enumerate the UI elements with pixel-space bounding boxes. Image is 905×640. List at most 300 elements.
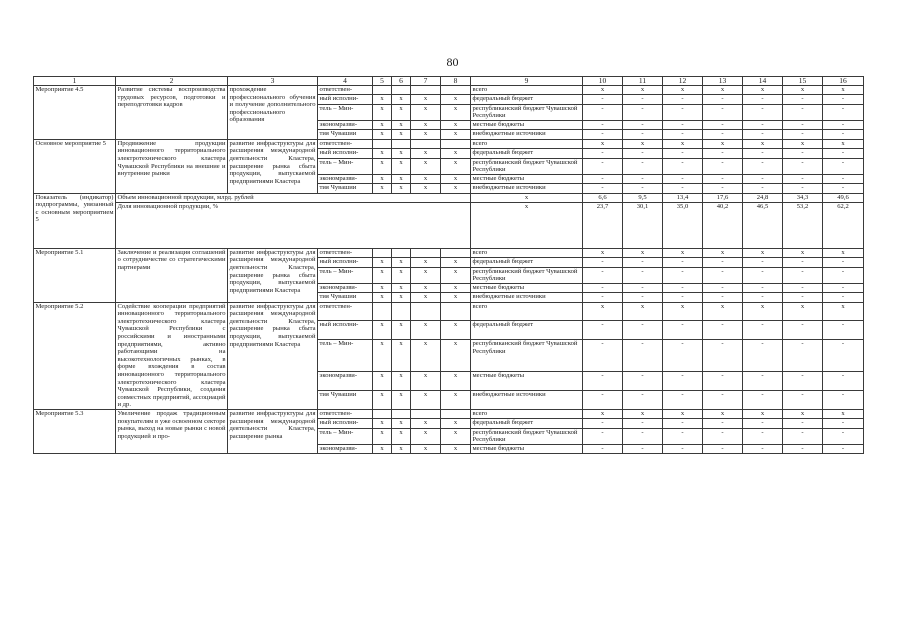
value-cell: x [663,302,703,321]
value-cell: - [783,120,823,129]
value-cell: - [783,444,823,453]
code-cell: x [411,149,441,158]
code-cell: x [392,158,411,174]
measure-goal: прохождение профессионального обучения и получение дополнительного профессионального образования [228,86,318,140]
measure-name: Мероприятие 4.5 [34,86,116,140]
indicator-value: 35,0 [663,202,703,248]
value-cell: - [703,321,743,340]
value-cell: x [703,302,743,321]
executor-text: тия Чувашии [318,184,373,193]
value-cell: - [743,267,783,283]
code-cell: x [392,258,411,267]
value-cell: - [743,321,783,340]
value-cell: - [623,428,663,444]
value-cell: - [823,158,864,174]
value-cell: - [823,372,864,391]
value-cell: - [823,184,864,193]
executor-text: экономразви- [318,372,373,391]
column-header: 11 [623,77,663,86]
value-cell: - [663,267,703,283]
code-cell: x [373,104,392,120]
table-row [34,248,864,257]
value-cell: - [783,95,823,104]
funding-source: всего [471,409,583,418]
value-cell: x [783,86,823,95]
value-cell: - [703,174,743,183]
code-cell: x [441,104,471,120]
value-cell: - [663,283,703,292]
column-header: 1 [34,77,116,86]
code-cell: x [373,158,392,174]
funding-source: местные бюджеты [471,120,583,129]
table-row [34,86,864,95]
value-cell: x [583,302,623,321]
value-cell: x [783,139,823,148]
code-cell: x [373,120,392,129]
value-cell: x [583,139,623,148]
code-cell: x [441,120,471,129]
code-cell: x [441,130,471,139]
indicator-value: 34,3 [783,193,823,202]
value-cell: - [583,174,623,183]
column-header: 2 [116,77,228,86]
code-cell [441,86,471,95]
value-cell: - [783,391,823,410]
value-cell: - [583,372,623,391]
executor-text: ный исполни- [318,321,373,340]
code-cell [411,248,441,257]
code-cell: x [392,428,411,444]
value-cell: - [823,104,864,120]
value-cell: - [783,158,823,174]
code-cell: x [392,95,411,104]
code-cell: x [392,391,411,410]
value-cell: - [703,444,743,453]
measure-description: Заключение и реализация соглашений о сотрудничестве со стратегическими партнерами [116,248,228,302]
funding-source: всего [471,302,583,321]
value-cell: - [623,95,663,104]
code-cell: x [373,391,392,410]
code-cell: x [441,174,471,183]
value-cell: - [823,321,864,340]
indicator-row [34,202,864,248]
executor-text: тель – Мин- [318,267,373,283]
value-cell: - [623,120,663,129]
indicator-value: 13,4 [663,193,703,202]
indicator-label: Показатель (индикатор) подпрограммы, увязанный с основным мероприятием 5 [34,193,116,248]
executor-text: экономразви- [318,120,373,129]
value-cell: - [743,130,783,139]
value-cell: x [623,139,663,148]
value-cell: - [743,258,783,267]
executor-text: тия Чувашии [318,391,373,410]
value-cell: - [783,258,823,267]
funding-source: федеральный бюджет [471,419,583,428]
value-cell: - [823,340,864,372]
code-cell [411,409,441,418]
value-cell: - [783,293,823,302]
executor-text: экономразви- [318,444,373,453]
executor-text: экономразви- [318,174,373,183]
value-cell: - [663,428,703,444]
measure-description: Развитие системы воспроизводства трудовых ресурсов, подготовки и переподготовки кадров [116,86,228,140]
value-cell: x [703,86,743,95]
code-cell: x [441,184,471,193]
code-cell [373,139,392,148]
code-cell: x [392,120,411,129]
value-cell: - [623,184,663,193]
value-cell: - [663,104,703,120]
funding-source: местные бюджеты [471,283,583,292]
value-cell: - [583,391,623,410]
value-cell: - [823,95,864,104]
column-header: 4 [318,77,373,86]
value-cell: - [703,149,743,158]
value-cell: x [783,409,823,418]
value-cell: - [583,158,623,174]
indicator-name: Объем инновационной продукции, млрд. рублей [116,193,471,202]
code-cell: x [441,372,471,391]
value-cell: - [823,419,864,428]
value-cell: - [743,104,783,120]
code-cell: x [411,321,441,340]
code-cell [373,248,392,257]
column-header: 10 [583,77,623,86]
code-cell: x [411,372,441,391]
code-cell: x [373,428,392,444]
value-cell: - [823,120,864,129]
code-cell: x [373,130,392,139]
value-cell: - [783,267,823,283]
funding-source: местные бюджеты [471,174,583,183]
value-cell: x [743,248,783,257]
page-number: 80 [446,55,459,69]
code-cell: x [392,130,411,139]
code-cell: x [411,184,441,193]
funding-source: республиканский бюджет Чувашской Республики [471,158,583,174]
code-cell [373,86,392,95]
column-header: 9 [471,77,583,86]
value-cell: - [703,104,743,120]
code-cell [392,409,411,418]
value-cell: - [623,444,663,453]
column-header: 14 [743,77,783,86]
code-cell: x [373,293,392,302]
value-cell: - [743,120,783,129]
value-cell: - [823,267,864,283]
value-cell: - [783,283,823,292]
value-cell: - [703,419,743,428]
indicator-value: 17,6 [703,193,743,202]
executor-text: тия Чувашии [318,130,373,139]
executor-text: тель – Мин- [318,428,373,444]
column-header: 15 [783,77,823,86]
value-cell: x [743,302,783,321]
code-cell [392,302,411,321]
value-cell: - [783,184,823,193]
measure-description: Увеличение продаж традиционным покупателям в уже освоенном секторе рынка, выход на новые рынки с новой продукцией и про- [116,409,228,453]
value-cell: - [743,293,783,302]
funding-source: республиканский бюджет Чувашской Республики [471,267,583,283]
measure-name: Мероприятие 5.3 [34,409,116,453]
value-cell: - [823,130,864,139]
code-cell: x [441,444,471,453]
value-cell: - [583,419,623,428]
code-cell [411,302,441,321]
code-cell: x [441,258,471,267]
value-cell: - [583,184,623,193]
code-cell: x [441,283,471,292]
code-cell: x [441,293,471,302]
code-cell: x [411,258,441,267]
funding-source: внебюджетные источники [471,293,583,302]
funding-source: местные бюджеты [471,372,583,391]
value-cell: - [703,130,743,139]
value-cell: - [663,149,703,158]
code-cell: x [411,419,441,428]
code-cell: x [441,95,471,104]
value-cell: x [583,86,623,95]
code-cell [411,86,441,95]
code-cell: x [373,95,392,104]
indicator-marker: x [471,193,583,202]
funding-source: внебюджетные источники [471,184,583,193]
value-cell: x [743,86,783,95]
funding-source: республиканский бюджет Чувашской Республики [471,428,583,444]
value-cell: - [583,104,623,120]
code-cell: x [441,428,471,444]
funding-source: всего [471,86,583,95]
value-cell: - [743,158,783,174]
executor-text: тель – Мин- [318,158,373,174]
value-cell: x [823,139,864,148]
value-cell: x [623,248,663,257]
executor-text: тия Чувашии [318,293,373,302]
column-header: 3 [228,77,318,86]
funding-source: федеральный бюджет [471,149,583,158]
code-cell: x [411,444,441,453]
code-cell [441,302,471,321]
code-cell: x [373,372,392,391]
value-cell: - [743,283,783,292]
value-cell: - [783,149,823,158]
executor-text: ответствен- [318,302,373,321]
value-cell: - [663,95,703,104]
code-cell: x [411,130,441,139]
value-cell: - [623,372,663,391]
indicator-value: 62,2 [823,202,864,248]
value-cell: - [823,391,864,410]
code-cell: x [373,184,392,193]
code-cell: x [411,283,441,292]
code-cell: x [411,293,441,302]
value-cell: - [623,391,663,410]
code-cell: x [392,372,411,391]
code-cell: x [373,174,392,183]
funding-source: внебюджетные источники [471,391,583,410]
value-cell: - [743,340,783,372]
code-cell: x [373,321,392,340]
funding-source: всего [471,139,583,148]
funding-source: республиканский бюджет Чувашской Республики [471,104,583,120]
code-cell: x [411,428,441,444]
code-cell [392,139,411,148]
column-header: 5 [373,77,392,86]
code-cell [441,248,471,257]
code-cell: x [373,149,392,158]
value-cell: - [663,444,703,453]
value-cell: x [823,86,864,95]
code-cell: x [392,267,411,283]
header-row [34,77,864,86]
code-cell: x [441,391,471,410]
value-cell: - [823,258,864,267]
value-cell: - [583,293,623,302]
code-cell [411,139,441,148]
value-cell: - [743,391,783,410]
value-cell: - [783,130,823,139]
value-cell: - [623,340,663,372]
code-cell [392,248,411,257]
value-cell: - [623,149,663,158]
executor-text: ный исполни- [318,419,373,428]
code-cell: x [411,267,441,283]
value-cell: x [663,248,703,257]
code-cell: x [392,340,411,372]
code-cell: x [392,444,411,453]
value-cell: - [743,174,783,183]
code-cell: x [441,340,471,372]
indicator-value: 23,7 [583,202,623,248]
executor-text: ответствен- [318,248,373,257]
value-cell: - [583,283,623,292]
value-cell: - [583,444,623,453]
value-cell: - [663,158,703,174]
code-cell [441,409,471,418]
value-cell: - [663,174,703,183]
value-cell: x [583,409,623,418]
value-cell: x [663,139,703,148]
value-cell: x [623,86,663,95]
value-cell: - [663,372,703,391]
executor-text: ный исполни- [318,258,373,267]
column-header: 16 [823,77,864,86]
value-cell: - [823,149,864,158]
value-cell: - [703,120,743,129]
value-cell: - [623,130,663,139]
measure-description: Содействие кооперации предприятий инновационного территориального электротехнического кластера Чувашской Республики с российскими и иностранными предприятиями, активно работающими на высокотехнологичных рынках, в форме вхождения в состав инновационного территориального электротехнического кластера Чувашской Республики, создания совместных предприятий, ассоциаций и др. [117,302,226,409]
measure-goal: развитие инфраструктуры для расширения международной деятельности Кластера, расширение рынка сбыта продукции, выпускаемой предприятиями Кластера [228,139,318,193]
code-cell [373,409,392,418]
executor-text: тель – Мин- [318,340,373,372]
measure-goal: развитие инфраструктуры для расширения международной деятельности Кластера, расширение рынка сбыта продукции, выпускаемой предприятиями Кластера [228,248,318,302]
code-cell: x [392,104,411,120]
funding-source: федеральный бюджет [471,321,583,340]
code-cell: x [411,174,441,183]
value-cell: x [743,139,783,148]
executor-text: экономразви- [318,283,373,292]
value-cell: - [743,149,783,158]
code-cell: x [392,149,411,158]
code-cell: x [373,258,392,267]
column-header: 7 [411,77,441,86]
executor-text: ответствен- [318,86,373,95]
value-cell: - [623,158,663,174]
code-cell: x [411,340,441,372]
executor-text: ответствен- [318,139,373,148]
value-cell: - [783,321,823,340]
column-header: 12 [663,77,703,86]
code-cell: x [373,340,392,372]
indicator-marker: x [471,202,583,248]
table-row [34,302,864,321]
value-cell: - [823,283,864,292]
value-cell: - [663,120,703,129]
measure-name: Мероприятие 5.2 [34,302,116,409]
column-header: 13 [703,77,743,86]
value-cell: - [823,174,864,183]
column-header: 8 [441,77,471,86]
value-cell: - [743,428,783,444]
value-cell: x [623,302,663,321]
value-cell: - [703,258,743,267]
value-cell: - [583,149,623,158]
measure-name: Мероприятие 5.1 [34,248,116,302]
indicator-name: Доля инновационной продукции, % [116,202,471,248]
value-cell: - [623,419,663,428]
value-cell: - [743,444,783,453]
value-cell: - [663,391,703,410]
value-cell: - [783,340,823,372]
value-cell: x [663,409,703,418]
value-cell: - [583,267,623,283]
code-cell [392,86,411,95]
value-cell: - [703,428,743,444]
table-row [34,139,864,148]
value-cell: x [823,409,864,418]
value-cell: x [823,302,864,321]
value-cell: - [743,184,783,193]
funding-source: республиканский бюджет Чувашской Республики [471,340,583,372]
measure-description: Продвижение продукции инновационного территориального электротехнического кластера Чувашской Республики на внешние и внутренние рынки [116,139,228,193]
code-cell: x [441,419,471,428]
value-cell: - [623,293,663,302]
funding-source: местные бюджеты [471,444,583,453]
column-header: 6 [392,77,411,86]
code-cell: x [392,283,411,292]
indicator-row [34,193,864,202]
value-cell: - [823,444,864,453]
value-cell: - [823,428,864,444]
value-cell: - [583,428,623,444]
value-cell: x [703,248,743,257]
funding-source: федеральный бюджет [471,258,583,267]
value-cell: - [703,391,743,410]
code-cell [373,302,392,321]
value-cell: - [783,419,823,428]
value-cell: x [703,409,743,418]
code-cell: x [411,120,441,129]
funding-source: федеральный бюджет [471,95,583,104]
value-cell: - [703,267,743,283]
value-cell: - [703,95,743,104]
executor-text: ный исполни- [318,149,373,158]
executor-text: ответствен- [318,409,373,418]
executor-text: тель – Мин- [318,104,373,120]
value-cell: - [623,267,663,283]
funding-source: всего [471,248,583,257]
value-cell: - [583,340,623,372]
